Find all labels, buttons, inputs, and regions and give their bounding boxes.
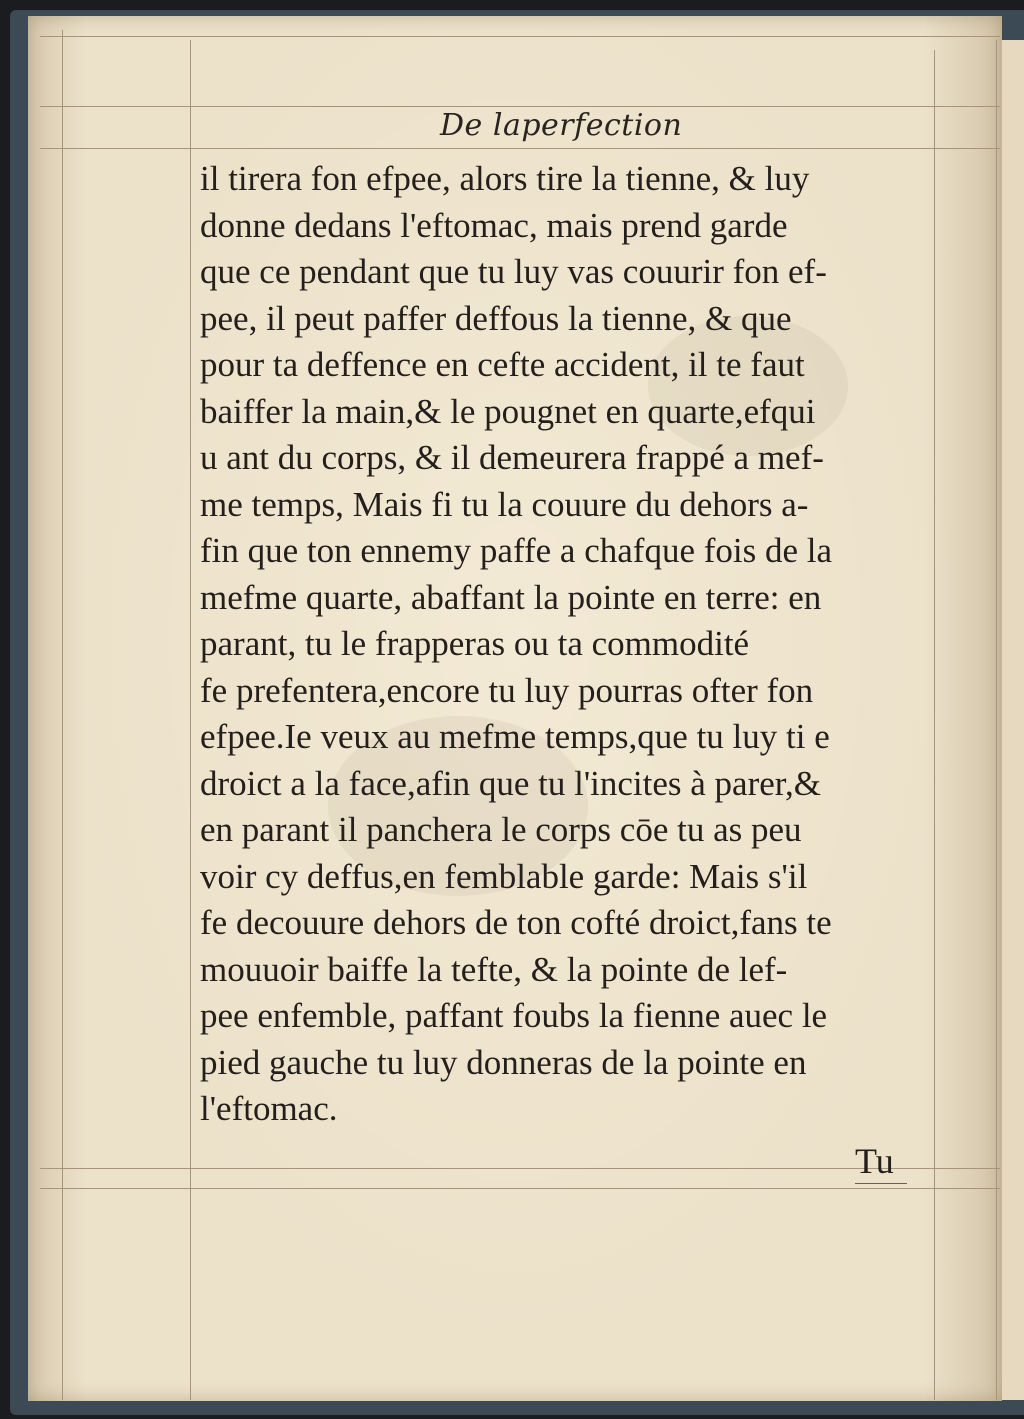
text-line: baiffer la main,& le pougnet en quarte,efqui xyxy=(200,391,816,431)
text-line: mouuoir baiffe la tefte, & la pointe de lef- xyxy=(200,949,788,989)
text-line: pour ta deffence en cefte accident, il te faut xyxy=(200,345,805,384)
text-line: pee, il peut paffer deffous la tienne, & que xyxy=(200,298,792,338)
text-line: fe decouure dehors de ton cofté droict,fans te xyxy=(200,903,832,942)
text-line: pee enfemble, paffant foubs la fienne auec le xyxy=(200,996,828,1035)
text-line: il tirera fon efpee, alors tire la tienne, & luy xyxy=(200,159,810,198)
top-rule-head xyxy=(40,106,1000,107)
margin-rule-outer-left xyxy=(62,30,63,1400)
margin-rule-inner-left xyxy=(190,40,191,1400)
text-line: que ce pendant que tu luy vas couurir fon ef- xyxy=(200,252,827,291)
text-line: parant, tu le frapperas ou ta commodité xyxy=(200,624,750,663)
margin-rule-inner-right xyxy=(934,50,935,1400)
text-line: me temps, Mais fi tu la couure du dehors a- xyxy=(200,484,809,524)
body-text xyxy=(200,156,920,1133)
text-line: mefme quarte, abaffant la pointe en terre: en xyxy=(200,577,822,617)
adjacent-page-edge xyxy=(1000,40,1024,1400)
text-line: efpee.Ie veux au mefme temps,que tu luy ti e xyxy=(200,717,830,756)
top-rule-outer xyxy=(40,36,1000,37)
text-line: l'eftomac. xyxy=(200,1089,338,1128)
text-line: donne dedans l'eftomac, mais prend garde xyxy=(200,205,788,245)
text-line: en parant il panchera le corps cōe tu as peu xyxy=(200,810,802,849)
text-line: voir cy deffus,en femblable garde: Mais s'il xyxy=(200,856,808,896)
top-rule-text xyxy=(40,148,1000,149)
text-line: u ant du corps, & il demeurera frappé a mef- xyxy=(200,438,824,477)
text-line: pied gauche tu luy donneras de la pointe en xyxy=(200,1042,807,1082)
text-line: fin que ton ennemy paffe a chafque fois de la xyxy=(200,531,833,570)
text-line: droict a la face,afin que tu l'incites à parer,& xyxy=(200,763,821,803)
catchword: Tu xyxy=(855,1141,894,1181)
margin-rule-outer-right xyxy=(996,40,997,1400)
text-line: fe prefentera,encore tu luy pourras ofter fon xyxy=(200,670,814,710)
running-head: De laperfection xyxy=(440,108,683,143)
bottom-rule-outer xyxy=(40,1188,1000,1189)
catchword-underline xyxy=(855,1183,907,1184)
